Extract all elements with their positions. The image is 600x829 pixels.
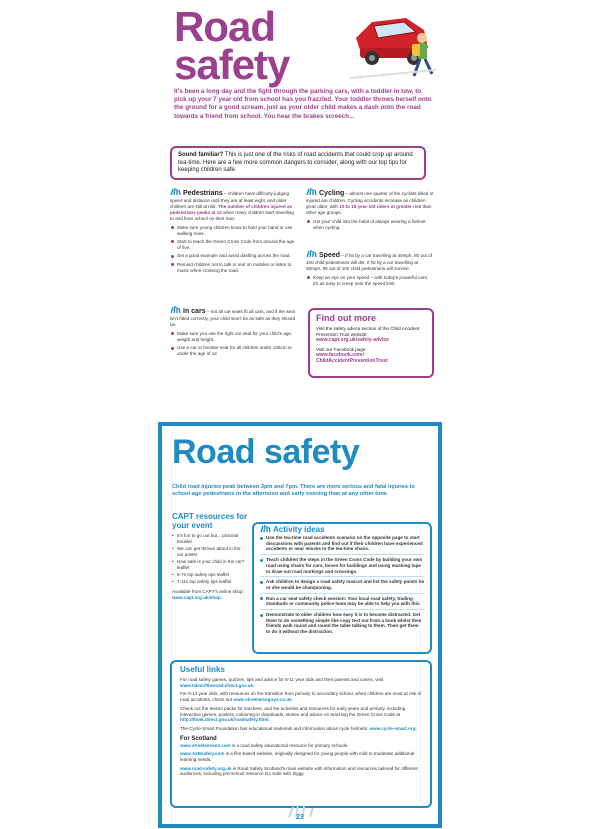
cycling-tips (306, 219, 434, 231)
activity-ideas-heading: Activity ideas (260, 525, 325, 535)
scotland-heading: For Scotland (180, 735, 217, 742)
page-road-safety-tips (160, 0, 440, 400)
find-out-more-heading: Find out more (316, 313, 376, 323)
hand-icon (306, 250, 317, 258)
list-item: Run a car seat safety check session: Your local road safety, trading standards or community police team may be able to help you with this. (260, 596, 424, 610)
list-item: Teach children the steps in the Green Cross Code by building your own road using chairs for cars, boxes for buildings and using masking tape to draw out road markings and crossings. (260, 557, 424, 577)
list-item: • 7-11s top safety tips leaflet (172, 579, 248, 585)
think-roadsafety-link[interactable]: http://think.direct.gov.uk/roadsafety.html. (180, 717, 270, 723)
page-title: Road safety (172, 433, 360, 471)
capt-resources-list (172, 533, 248, 585)
road-safety-scotland-link[interactable]: www.road-safety.org.uk (180, 765, 232, 771)
page-number: 23 (296, 814, 304, 821)
lead-text: Child road injuries peak between 3pm and 7pm. There are more serious and fatal injuries to school-age pedestrians in the afternoon and early evening than at any other time. (172, 484, 415, 498)
cars-tips (170, 331, 298, 357)
list-item: Make sure you use the right car seat for your child's age, weight and height. (170, 331, 298, 343)
capt-resources: CAPT resources for your event • It's fun to go out but... pictorial booklet • We can get thrown about in the car poster • How safe is your child in the car? leaflet • 5-7s top safety tips leaflet • 7-11s top safety tips leaflet Available from CAPT's online shop: www.capt.org.uk/shop. (172, 512, 248, 601)
list-item: Start to teach the Green Cross Code from around the age of five. (170, 239, 298, 251)
hand-icon (170, 306, 181, 314)
page-road-safety-resources (158, 422, 442, 828)
streetsense2-link[interactable]: www.streetsense2.com (180, 742, 231, 748)
cycle-smart-link[interactable]: www.cycle-smart.org. (369, 725, 417, 731)
list-item: • We can get thrown about in the car poster (172, 546, 248, 558)
list-item: Keep an eye on your speed – with today's powerful cars, it's as easy to creep over the speed limit. (306, 275, 434, 287)
list-item: • 5-7s top safety tips leaflet (172, 572, 248, 578)
page-title: Road safety (174, 3, 290, 88)
activity-ideas-box (252, 522, 432, 654)
a2bsafely-link[interactable]: www.A2Bsafely.com (180, 751, 225, 757)
capt-safety-advice-link[interactable]: www.capt.org.uk/safety-advice (316, 336, 389, 343)
list-item: Get your child into the habit of always wearing a helmet when cycling. (306, 219, 434, 231)
hand-icon (260, 525, 271, 533)
list-item: Ask children to design a road safety mascot and list the safety points he or she would be championing. (260, 579, 424, 593)
activity-ideas-list (260, 535, 424, 637)
car-child-illustration (348, 8, 438, 86)
talesoftheroad-link[interactable]: www.talesoftheroad.direct.gov.uk. (180, 682, 255, 688)
pedestrians-section: Pedestrians – children have difficulty judging speed and distance until they are at least eight, and older children are still at risk. The number of children injured as pedestrians peaks at 12 when many children start travelling to and from school on their own. Make sure young children know to hold your hand or use walking reins. Start to teach the Green Cross Code from around the age of five. Set a good example and avoid dashing across the road. Remind children not to talk or text on mobiles or listen to music when crossing the road. (170, 188, 298, 276)
streetwiseguys-link[interactable]: www.streetwiseguys.co.uk. (233, 697, 293, 703)
list-item: • It's fun to go out but... pictorial booklet (172, 533, 248, 545)
sound-familiar-box: Sound familiar? This is just one of the risks of road accidents that could crop up around tea-time. Here are a few more common dangers to consider, along with our top tips for keeping children safe: (170, 146, 426, 180)
list-item: • How safe is your child in the car? leaflet (172, 559, 248, 571)
list-item: Make sure young children know to hold your hand or use walking reins. (170, 225, 298, 237)
facebook-link[interactable]: www.facebook.com/ ChildAccidentPreventionTrust (316, 352, 388, 364)
hand-icon (170, 188, 181, 196)
capt-shop-link[interactable]: www.capt.org.uk/shop. (172, 595, 223, 600)
list-item: Set a good example and avoid dashing across the road. (170, 253, 298, 259)
useful-links-box: Useful links For road safety games, quizzes, tips and advice for 6-11 year olds and their parents and carers, visit www.talesoftheroad.direct.gov.uk. For 8-14 year olds, with resources on the transition from primary to secondary school, when children are most at risk of road accidents, check out www.streetwiseguys.co.uk. Check out the lesson packs for teachers, and the activities and resources for early years and primary, including interactive games, posters, colouring-in downloads, stories and advice on teaching the Green Cross Code at http://think.direct.gov.uk/roadsafety.html. The Cycle-Smart Foundation has educational materials and information about cycle helmets: www.cycle-smart.org. For Scotland www.streetsense2.com is a road safety educational resource for primary schools. www.A2Bsafely.com is a film-based website, originally designed for young people with mild to moderate additional learning needs. www.road-safety.org.uk is Road Safety Scotland's main website with information and resources tailored for different audiences, including pre-school resource Go Safe with Ziggy. (170, 660, 432, 808)
speed-section: Speed – If hit by a car travelling at 40mph, 80 out of 100 child pedestrians will die. If hit by a car travelling at 30mph, 95 out of 100 child pedestrians will survive. Keep an eye on your speed – with today's powerful cars, it's as easy to creep over the speed limit. (306, 250, 434, 289)
list-item: Demonstrate to older children how easy it is to become distracted. Get them to do something simple like copy text out from a book whilst their friends walk round and round the table talking to them. Then get them to do it without the distraction. (260, 612, 424, 637)
in-cars-section: In cars – not all car seats fit all cars, and if the seat isn't fitted correctly, your child won't be as safe as they should be. Make sure you use the right car seat for your child's age, weight and height. Use a car or booster seat for all children under 135cm or under the age of 12. (170, 306, 298, 359)
useful-links-heading: Useful links (180, 665, 225, 674)
list-item: Use the tea-time road accidents scenario on the opposite page to start discussions with parents and find out if their children have experienced accidents or near misses in the tea-time chaos. (260, 535, 424, 555)
cycling-section: Cycling – almost one quarter of the cyclists killed or injured are children. Cycling accidents increase as children grow older, with 10 to 15 year-old riders at greater risk than other age groups. Get your child into the habit of always wearing a helmet when cycling. (306, 190, 434, 230)
find-out-more-box: Find out more Visit the safety advice section of the Child Accident Prevention Trust website: www.capt.org.uk/safety-advice Visit our Facebook page: www.facebook.com/ ChildAccidentPreventionTrust (308, 308, 434, 378)
capt-resources-heading: CAPT resources for your event (172, 512, 248, 530)
list-item: Use a car or booster seat for all children under 135cm or under the age of 12. (170, 345, 298, 357)
speed-tips (306, 275, 434, 287)
intro-text: It's been a long day and the fight through the parking cars, with a toddler in tow, to pick up your 7 year old from school has you frazzled. Your toddler throws herself onto the ground for a good scream, just as your older child makes a dash onto the road towards a friend from school. You hear the brakes screech... (174, 88, 432, 120)
list-item: Remind children not to talk or text on mobiles or listen to music when crossing the road. (170, 262, 298, 274)
hand-icon (306, 188, 317, 196)
pedestrians-tips (170, 225, 298, 274)
